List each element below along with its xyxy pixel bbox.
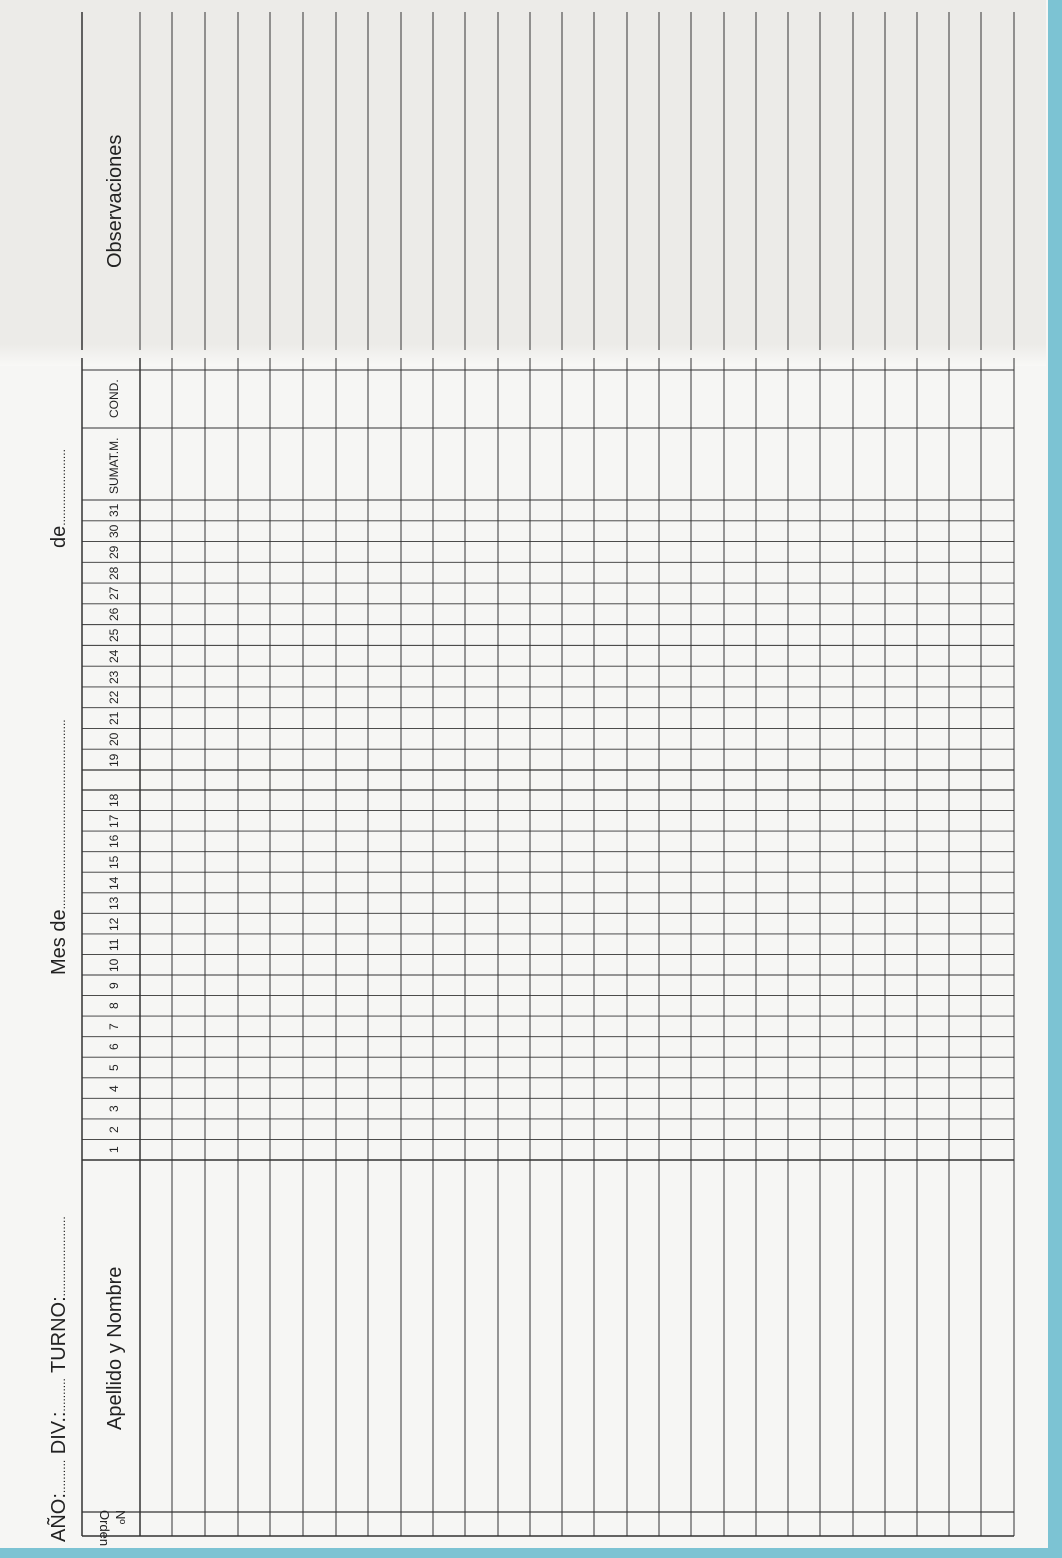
day-label: 15 [107,855,121,869]
day-label: 26 [107,607,121,622]
cond-label: COND. [107,379,121,418]
day-label: 4 [107,1084,121,1092]
day-label: 27 [107,587,121,601]
day-label: 23 [107,670,121,684]
day-label: 21 [107,711,121,726]
day-label: 20 [107,732,121,746]
day-label: 13 [107,896,121,911]
mes-label: Mes de [48,909,70,975]
day-label: 18 [107,793,121,808]
day-label: 14 [107,876,121,890]
day-label: 9 [107,982,121,989]
orden-label: Nº Orden [97,1510,128,1547]
day-label: 25 [107,628,121,642]
turno-label: TURNO: [48,1296,70,1374]
day-label: 29 [107,545,121,559]
day-label: 16 [107,835,121,849]
day-label: 17 [107,814,121,828]
de-dots[interactable]: ....................... [54,449,68,526]
day-label: 28 [107,566,121,580]
day-label: 24 [107,649,121,663]
day-label: 22 [107,690,121,705]
turno-dots[interactable]: ........................ [54,1216,68,1297]
day-label: 31 [107,504,121,518]
ano-dots[interactable]: .......... [54,1459,68,1494]
mes-dots[interactable]: ......................................................... [54,719,68,910]
de-label: de [48,525,70,548]
day-label: 2 [107,1125,121,1133]
apellido-label: Apellido y Nombre [104,1266,126,1430]
div-dots[interactable]: .......... [54,1378,68,1412]
ano-field [48,1216,71,1542]
day-label: 3 [107,1105,121,1113]
day-label: 5 [107,1064,121,1071]
div-label: DIV.: [48,1411,70,1455]
day-label: 1 [107,1146,121,1154]
day-label: 7 [107,1023,121,1030]
day-label: 6 [107,1043,121,1051]
observaciones-label: Observaciones [104,134,126,268]
day-label: 11 [107,938,121,952]
day-label: 8 [107,1002,121,1010]
day-label: 19 [107,753,121,767]
day-label: 30 [107,524,121,539]
ano-label: AÑO: [48,1493,70,1542]
de-field [48,449,71,548]
day-label: 10 [107,958,121,972]
mes-field [48,719,71,975]
sumat-label: SUMAT.M. [107,437,121,494]
day-label: 12 [107,917,121,931]
